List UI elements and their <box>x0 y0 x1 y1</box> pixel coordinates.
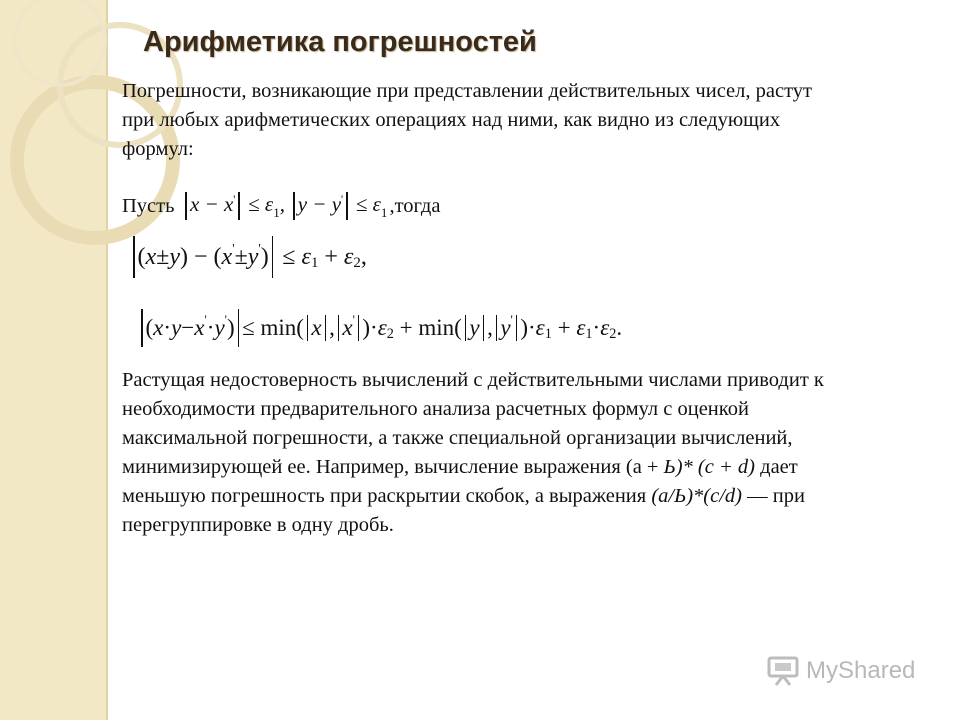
conclusion-paragraph <box>122 366 842 540</box>
conclusion-text-2: дает меньшую погрешность при раскрытии скобок, а выражения <box>122 456 798 507</box>
intro-paragraph: Погрешности, возникающие при представлении действительных чисел, растут при любых арифметических операциях над ними, как видно из следующих формул: <box>122 80 812 160</box>
conclusion-text-1: Растущая недостоверность вычислений с действительными числами приводит к необходимости предварительного анализа расчетных формул с оценкой максимальной погрешности, а также специальной организации вычислений, минимизирующей ее. Например, вычисление выражения (а + <box>122 369 824 478</box>
then-word: ,тогда <box>389 194 441 217</box>
sum-error-formula: ( x ± y ) − ( x ' ± y ' ) ≤ ε 1 + ε 2 , <box>130 236 367 278</box>
condition-formula: $x - x' \le \varepsilon_1$, $y - y' \le \varepsilon_1$ <box>182 192 387 220</box>
conclusion-text-3: — при перегруппировке в одну дробь. <box>122 485 805 536</box>
watermark-brand: MyShared <box>806 657 916 684</box>
condition-line <box>122 192 440 220</box>
let-word: Пусть <box>122 194 175 217</box>
expr-ab: Ь)* (с + d) <box>663 456 756 478</box>
expr-div: (а/Ь)*(с/d) <box>651 485 742 507</box>
watermark-logo <box>766 656 915 686</box>
product-error-formula: ( x · y − x ' · y ' ) ≤ min( x , x ' )· ε 2 + min( y , y ' )· ε 1 + ε 1 · ε 2 . <box>138 309 622 347</box>
presentation-board-icon <box>766 656 800 686</box>
slide-title: Арифметика погрешностей <box>143 26 537 58</box>
